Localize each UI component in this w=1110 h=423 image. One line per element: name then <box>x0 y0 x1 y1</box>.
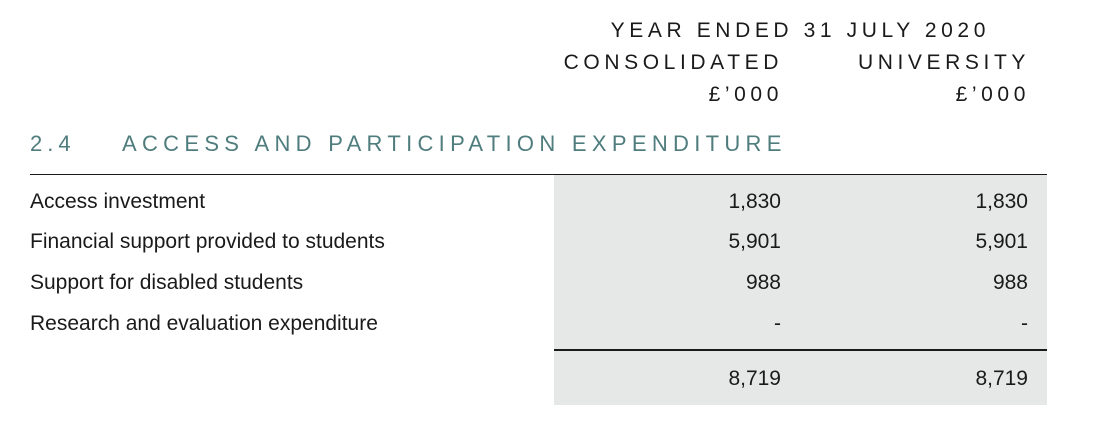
table-row <box>0 308 1110 340</box>
consolidated-value: - <box>774 312 781 335</box>
university-total: 8,719 <box>975 367 1028 390</box>
row-label: Access investment <box>30 190 206 213</box>
university-value: 5,901 <box>975 230 1028 253</box>
university-value: 988 <box>992 271 1028 294</box>
row-label: Support for disabled students <box>30 271 304 294</box>
consolidated-value: 5,901 <box>728 230 781 253</box>
section-title: ACCESS AND PARTICIPATION EXPENDITURE <box>122 131 787 156</box>
university-value: 1,830 <box>975 190 1028 213</box>
consolidated-total: 8,719 <box>728 367 781 390</box>
consolidated-value: 1,830 <box>728 190 781 213</box>
university-value: - <box>1021 312 1028 335</box>
row-label: Financial support provided to students <box>30 230 385 253</box>
total-row <box>0 363 1110 395</box>
consolidated-unit: £’000 <box>708 83 783 106</box>
section-number: 2.4 <box>30 131 76 156</box>
period-header: YEAR ENDED 31 JULY 2020 <box>610 19 990 42</box>
consolidated-header: CONSOLIDATED <box>563 51 783 74</box>
university-header: UNIVERSITY <box>857 51 1030 74</box>
subtotal-divider <box>554 349 1047 351</box>
table-row <box>0 226 1110 258</box>
university-unit: £’000 <box>955 83 1030 106</box>
consolidated-value: 988 <box>745 271 781 294</box>
row-label: Research and evaluation expenditure <box>30 312 378 335</box>
table-row <box>0 267 1110 299</box>
table-row <box>0 186 1110 218</box>
